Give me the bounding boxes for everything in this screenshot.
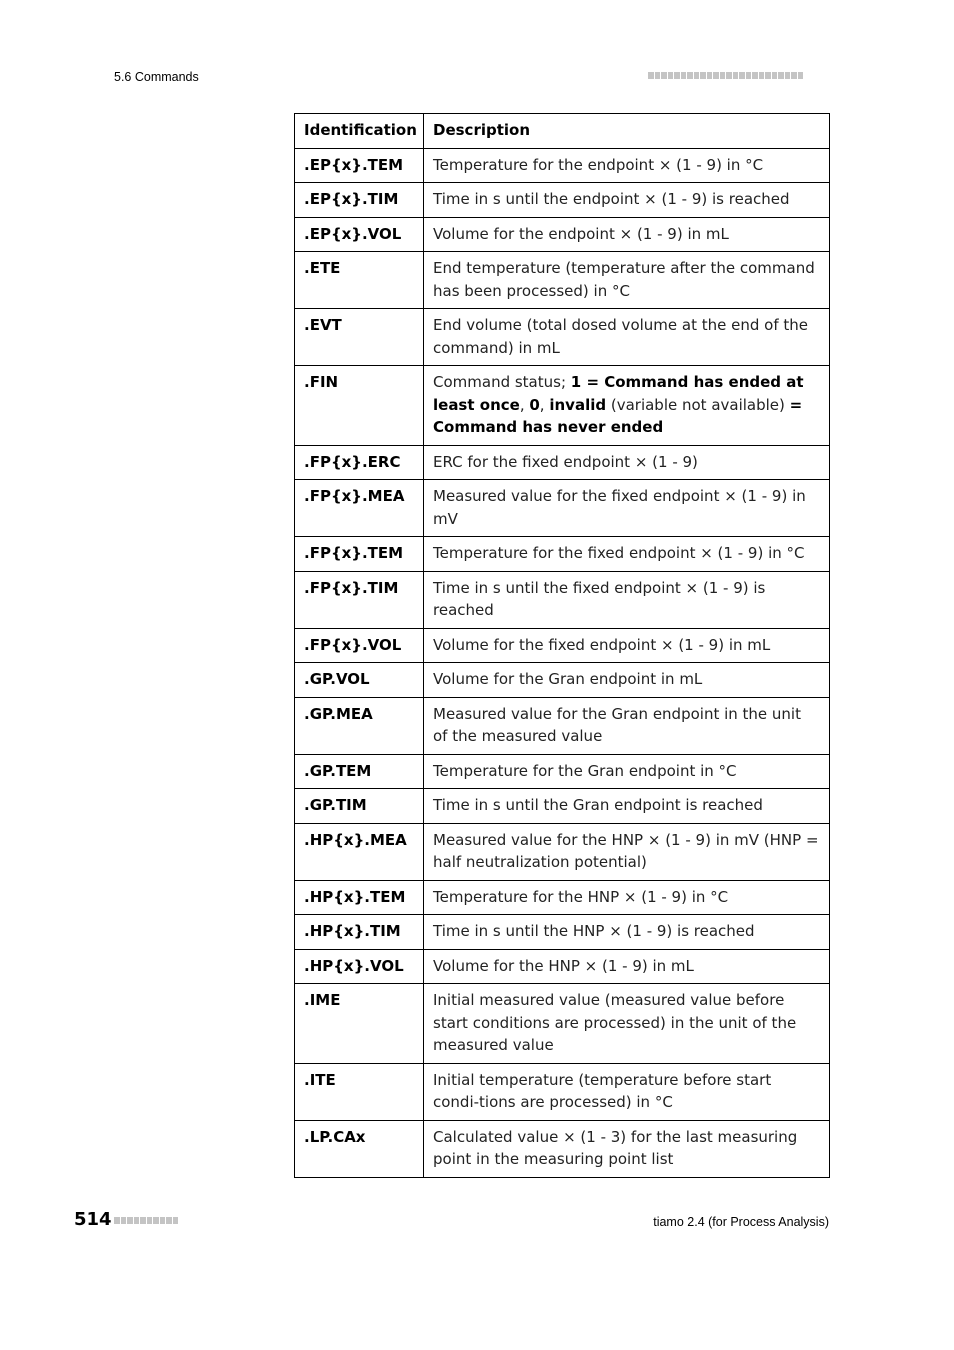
- decor-square: [674, 72, 680, 79]
- variable-identification: .FIN: [295, 366, 424, 446]
- variable-identification: .EP{x}.TEM: [295, 148, 424, 183]
- variable-identification: .GP.MEA: [295, 697, 424, 754]
- variable-description: Temperature for the Gran endpoint in °C: [424, 754, 830, 789]
- table-row: [295, 309, 830, 366]
- decor-square: [668, 72, 674, 79]
- table-row: [295, 1063, 830, 1120]
- decor-square: [765, 72, 771, 79]
- decor-square: [798, 72, 804, 79]
- variable-identification: .FP{x}.VOL: [295, 628, 424, 663]
- variable-identification: .LP.CAx: [295, 1120, 424, 1177]
- table-row: [295, 628, 830, 663]
- variable-identification: .EP{x}.VOL: [295, 217, 424, 252]
- table-row: [295, 663, 830, 698]
- command-variables-table: [294, 113, 830, 1178]
- table-row: [295, 823, 830, 880]
- decor-square: [687, 72, 693, 79]
- variable-description: ERC for the fixed endpoint × (1 - 9): [424, 445, 830, 480]
- decor-square: [173, 1217, 179, 1224]
- variable-identification: .HP{x}.TEM: [295, 880, 424, 915]
- variable-identification: .FP{x}.TIM: [295, 571, 424, 628]
- variable-identification: .HP{x}.TIM: [295, 915, 424, 950]
- variable-description: Time in s until the HNP × (1 - 9) is reached: [424, 915, 830, 950]
- variable-description: Volume for the Gran endpoint in mL: [424, 663, 830, 698]
- table-row: [295, 789, 830, 824]
- description-emphasis: 0: [529, 395, 540, 414]
- table-row: [295, 217, 830, 252]
- decor-square: [127, 1217, 133, 1224]
- table-row: [295, 366, 830, 446]
- decor-square: [153, 1217, 159, 1224]
- decor-square: [121, 1217, 127, 1224]
- table-header-row: [295, 114, 830, 149]
- description-text: Command status;: [433, 373, 571, 391]
- table-row: [295, 445, 830, 480]
- decor-square: [752, 72, 758, 79]
- table-row: [295, 754, 830, 789]
- variable-description: Volume for the fixed endpoint × (1 - 9) in mL: [424, 628, 830, 663]
- decor-square: [166, 1217, 172, 1224]
- decor-square: [785, 72, 791, 79]
- footer-decor-squares: [114, 1217, 178, 1224]
- decor-square: [648, 72, 654, 79]
- variable-identification: .FP{x}.TEM: [295, 537, 424, 572]
- table-row: [295, 537, 830, 572]
- description-text: ,: [539, 395, 550, 414]
- footer-product-title: tiamo 2.4 (for Process Analysis): [653, 1215, 829, 1229]
- table-row: [295, 880, 830, 915]
- table-row: [295, 915, 830, 950]
- table-row: [295, 571, 830, 628]
- decor-square: [778, 72, 784, 79]
- table-row: [295, 183, 830, 218]
- decor-square: [661, 72, 667, 79]
- table-row: [295, 148, 830, 183]
- variable-description: Volume for the HNP × (1 - 9) in mL: [424, 949, 830, 984]
- variable-description: Measured value for the HNP × (1 - 9) in mV (HNP = half neutralization potential): [424, 823, 830, 880]
- variable-description: Temperature for the endpoint × (1 - 9) in °C: [424, 148, 830, 183]
- table-row: [295, 697, 830, 754]
- decor-square: [655, 72, 661, 79]
- variable-identification: .EP{x}.TIM: [295, 183, 424, 218]
- decor-square: [147, 1217, 153, 1224]
- table-row: [295, 1120, 830, 1177]
- table-row: [295, 252, 830, 309]
- decor-square: [707, 72, 713, 79]
- variable-description: Measured value for the Gran endpoint in the unit of the measured value: [424, 697, 830, 754]
- variable-identification: .ITE: [295, 1063, 424, 1120]
- description-emphasis: invalid: [549, 395, 607, 414]
- description-text: (variable not available): [606, 395, 790, 414]
- variable-description: Calculated value × (1 - 3) for the last measuring point in the measuring point list: [424, 1120, 830, 1177]
- table-row: [295, 480, 830, 537]
- decor-square: [114, 1217, 120, 1224]
- variable-identification: .GP.VOL: [295, 663, 424, 698]
- table-row: [295, 984, 830, 1064]
- decor-square: [726, 72, 732, 79]
- decor-square: [713, 72, 719, 79]
- variable-identification: .HP{x}.VOL: [295, 949, 424, 984]
- variable-identification: .IME: [295, 984, 424, 1064]
- decor-square: [134, 1217, 140, 1224]
- decor-square: [140, 1217, 146, 1224]
- header-decor-squares: [648, 72, 803, 79]
- decor-square: [759, 72, 765, 79]
- description-text: ,: [519, 395, 530, 414]
- decor-square: [746, 72, 752, 79]
- description-emphasis: 1 = Command has ended at least once: [433, 373, 804, 414]
- table-row: [295, 949, 830, 984]
- variable-identification: .EVT: [295, 309, 424, 366]
- decor-square: [700, 72, 706, 79]
- decor-square: [772, 72, 778, 79]
- header-description: Description: [424, 114, 830, 149]
- decor-square: [160, 1217, 166, 1224]
- decor-square: [791, 72, 797, 79]
- variable-identification: .ETE: [295, 252, 424, 309]
- variable-identification: .GP.TIM: [295, 789, 424, 824]
- variable-description: Time in s until the endpoint × (1 - 9) is reached: [424, 183, 830, 218]
- variable-description: End temperature (temperature after the command has been processed) in °C: [424, 252, 830, 309]
- variable-identification: .FP{x}.ERC: [295, 445, 424, 480]
- variable-description: Initial temperature (temperature before start condi-tions are processed) in °C: [424, 1063, 830, 1120]
- variable-description: Temperature for the fixed endpoint × (1 - 9) in °C: [424, 537, 830, 572]
- decor-square: [733, 72, 739, 79]
- variable-identification: .GP.TEM: [295, 754, 424, 789]
- variable-description: Measured value for the fixed endpoint × (1 - 9) in mV: [424, 480, 830, 537]
- header-identification: Identification: [295, 114, 424, 149]
- page-number: 514: [74, 1209, 112, 1230]
- variable-description: Time in s until the fixed endpoint × (1 - 9) is reached: [424, 571, 830, 628]
- variable-description: End volume (total dosed volume at the end of the command) in mL: [424, 309, 830, 366]
- decor-square: [739, 72, 745, 79]
- variable-identification: .HP{x}.MEA: [295, 823, 424, 880]
- description-emphasis: = Command has never ended: [433, 395, 803, 436]
- decor-square: [694, 72, 700, 79]
- variable-identification: .FP{x}.MEA: [295, 480, 424, 537]
- section-label: 5.6 Commands: [114, 70, 199, 84]
- variable-description: Time in s until the Gran endpoint is reached: [424, 789, 830, 824]
- variable-description: Initial measured value (measured value before start conditions are processed) in the unit of the measured value: [424, 984, 830, 1064]
- decor-square: [720, 72, 726, 79]
- variable-description: Temperature for the HNP × (1 - 9) in °C: [424, 880, 830, 915]
- decor-square: [681, 72, 687, 79]
- variable-description: Volume for the endpoint × (1 - 9) in mL: [424, 217, 830, 252]
- variable-description: [424, 366, 830, 446]
